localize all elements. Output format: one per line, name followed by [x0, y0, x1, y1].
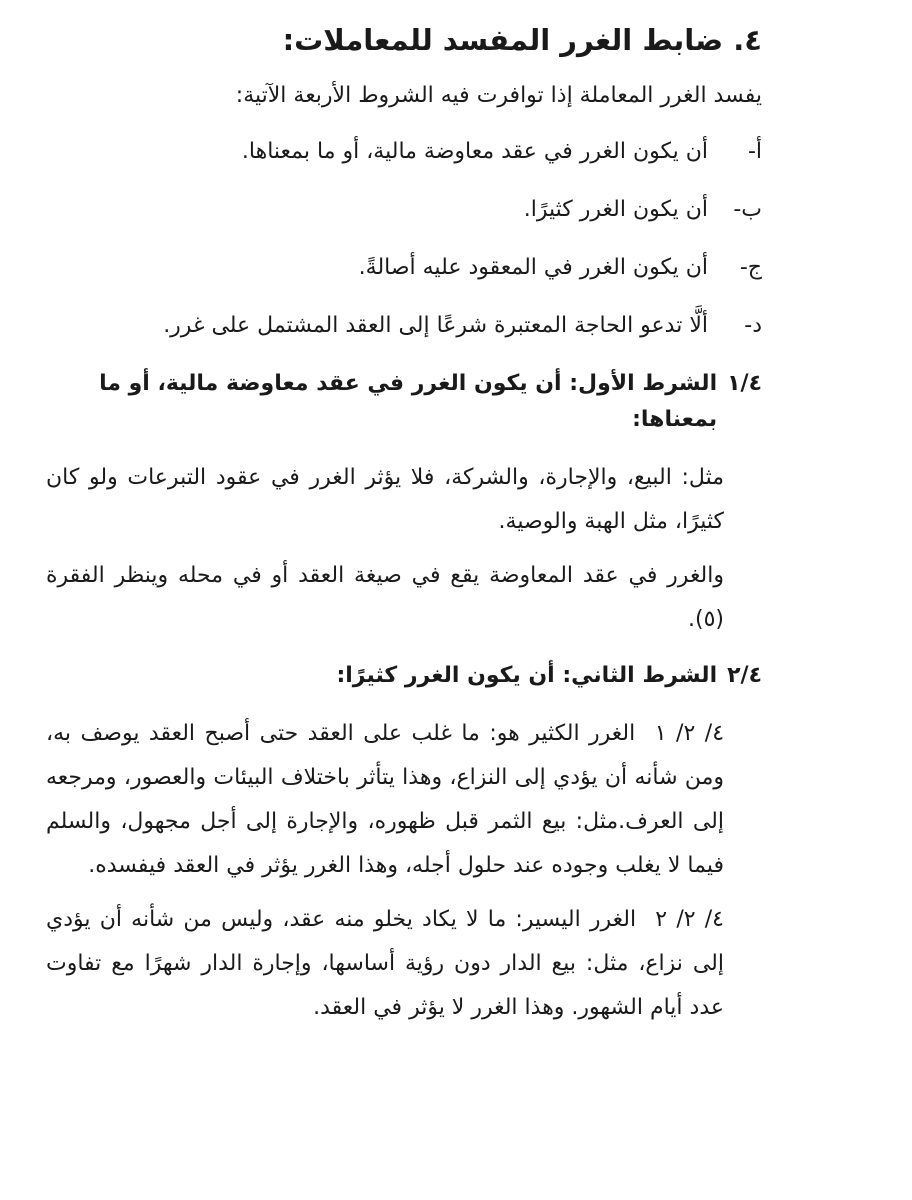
subsection-2-1-text: الغرر الكثير هو: ما غلب على العقد حتى أصبح العقد يوصف به، ومن شأنه أن يؤدي إلى النزاع، وهذا يتأثر باختلاف البيئات والعصور، ومرجعه إلى العرف.مثل: بيع الثمر قبل ظهوره، والإجارة إلى أجل مجهول، والسلم فيما لا يغلب وجوده عند حلول أجله، وهذا الغرر يؤثر في العقد فيفسده. [46, 721, 724, 878]
intro-paragraph: يفسد الغرر المعاملة إذا توافرت فيه الشروط الأربعة الآتية: [235, 83, 762, 108]
subsection-2-1 [46, 712, 762, 888]
section-title: ٤. ضابط الغرر المفسد للمعاملات: [282, 23, 762, 57]
section1-heading [46, 366, 762, 438]
condition-item [46, 308, 762, 344]
condition-text: أن يكون الغرر كثيرًا. [523, 197, 708, 222]
section2-number: ٢/٤ [727, 663, 762, 688]
condition-letter: ب- [733, 197, 762, 222]
condition-letter: أ- [747, 139, 762, 164]
subsection-2-2-text: الغرر اليسير: ما لا يكاد يخلو منه عقد، وليس من شأنه أن يؤدي إلى نزاع، مثل: بيع الدار دون رؤية أساسها، وإجارة الدار شهرًا مع تفاوت عدد أيام الشهور. وهذا الغرر لا يؤثر في العقد. [46, 907, 724, 1020]
subsection-2-2-number: ٤/ ٢/ ٢ [655, 907, 724, 932]
condition-item [46, 250, 762, 286]
condition-letter: د- [744, 313, 762, 338]
condition-text: أن يكون الغرر في عقد معاوضة مالية، أو ما بمعناها. [241, 139, 708, 164]
section1-paragraph-1: مثل: البيع، والإجارة، والشركة، فلا يؤثر الغرر في عقود التبرعات ولو كان كثيرًا، مثل الهبة والوصية. [46, 465, 724, 534]
section2-heading-text: الشرط الثاني: أن يكون الغرر كثيرًا: [336, 663, 718, 688]
condition-text: أن يكون الغرر في المعقود عليه أصالةً. [358, 255, 708, 280]
condition-item [46, 134, 762, 170]
section1-number: ١/٤ [727, 371, 762, 396]
section1-paragraph-2: والغرر في عقد المعاوضة يقع في صيغة العقد أو في محله وينظر الفقرة (٥). [46, 563, 724, 632]
subsection-2-1-number: ٤/ ٢/ ١ [654, 721, 725, 746]
condition-letter: ج- [739, 255, 762, 280]
conditions-list [46, 134, 762, 344]
section2-heading [46, 658, 762, 694]
subsection-2-2 [46, 898, 762, 1030]
section1-heading-text: الشرط الأول: أن يكون الغرر في عقد معاوضة مالية، أو ما بمعناها: [99, 371, 718, 432]
condition-text: ألَّا تدعو الحاجة المعتبرة شرعًا إلى العقد المشتمل على غرر. [163, 313, 708, 338]
condition-item [46, 192, 762, 228]
